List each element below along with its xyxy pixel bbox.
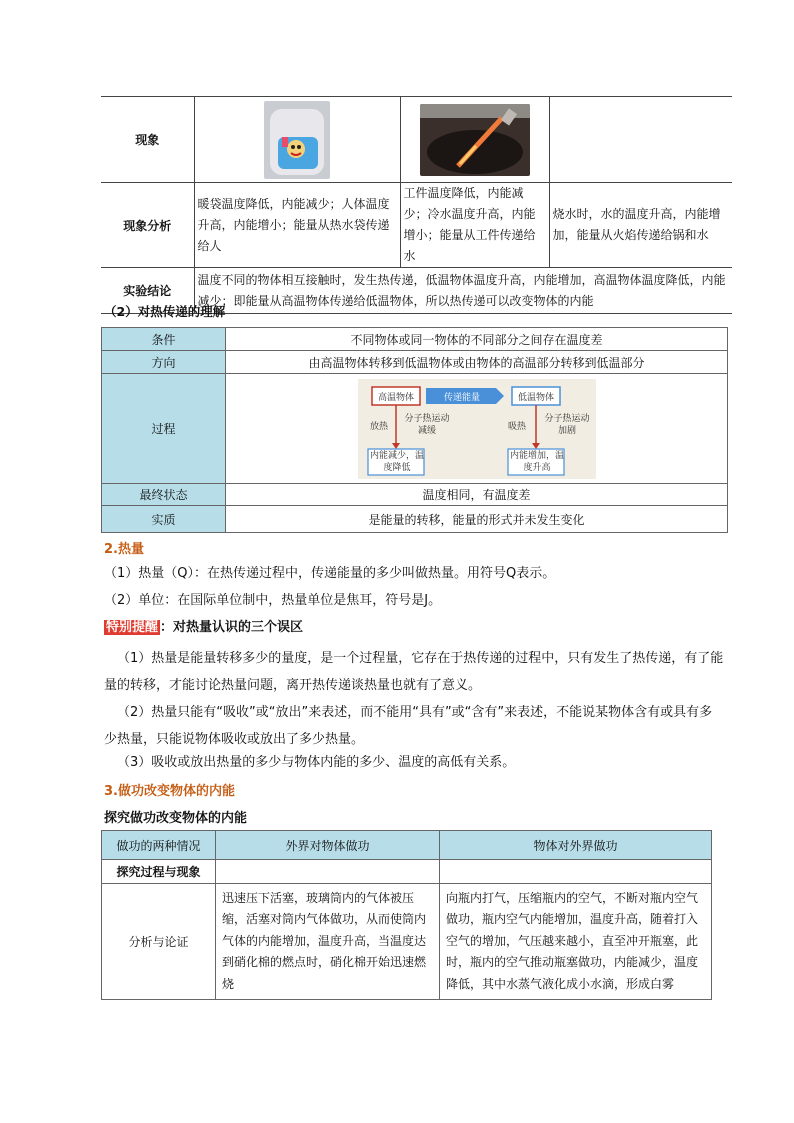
diagram-arrow-label: 传递能量 (443, 392, 480, 403)
label-essence: 实质 (102, 506, 226, 533)
phenomenon-image-hot-workpiece (400, 97, 549, 183)
analysis-object-work: 向瓶内打气，压缩瓶内的空气，不断对瓶内空气做功，瓶内空气内能增加，温度升高，随着打入空气的增加，气压越来越小，直至冲开瓶塞，此时，瓶内的空气推动瓶塞做功，内能减少，温度降低，其中水蒸气液化成小水滴，形成白雾 (446, 890, 699, 991)
diagram-high-label: 高温物体 (377, 392, 414, 403)
header-external-work: 外界对物体做功 (216, 831, 440, 860)
table-row (102, 884, 712, 1000)
tip-badge: 特别提醒 (106, 620, 159, 635)
heat-transfer-phenomena-table (101, 96, 732, 314)
diagram-fast-label: 分子热运动加剧 (543, 413, 589, 436)
diagram-release-label: 放热 (369, 421, 388, 432)
misconception-1: （1）热量是能量转移多少的量度，是一个过程量，它存在于热传递的过程中，只有发生了热传递，有了能量的转移，才能讨论热量问题，离开热传递谈热量也就有了意义。 (104, 651, 724, 693)
header-object-work: 物体对外界做功 (440, 831, 712, 860)
label-process: 过程 (102, 374, 226, 484)
table-row (102, 351, 728, 374)
diagram-low-label: 低温物体 (517, 392, 554, 403)
label-final-state: 最终状态 (102, 484, 226, 506)
empty-cell (216, 860, 440, 884)
row-label-analysis: 现象分析 (101, 183, 194, 268)
diagram-slow-label: 分子热运动减缓 (403, 413, 449, 436)
phenomenon-image-hot-water-bag (194, 97, 400, 183)
work-internal-energy-table (101, 830, 712, 1000)
header-two-cases: 做功的两种情况 (102, 831, 216, 860)
value-essence: 是能量的转移，能量的形式并未发生变化 (226, 506, 728, 533)
heat-section-title: 2.热量 (104, 542, 144, 557)
table-row (102, 328, 728, 351)
heat-unit: （2）单位：在国际单位制中，热量单位是焦耳，符号是J。 (104, 593, 442, 608)
label-direction: 方向 (102, 351, 226, 374)
analysis-external-work: 迅速压下活塞，玻璃筒内的气体被压缩，活塞对筒内气体做功，从而使筒内气体的内能增加，温度升高，当温度达到硝化棉的燃点时，硝化棉开始迅速燃烧 (222, 890, 427, 991)
table-row (102, 860, 712, 884)
work-section-title: 3.做功改变物体的内能 (104, 784, 235, 799)
table-row (101, 183, 732, 268)
table-row (101, 97, 732, 183)
conclusion-text: 温度不同的物体相互接触时，发生热传递，低温物体温度升高，内能增加，高温物体温度降低，内能减少；即能量从高温物体传递给低温物体，所以热传递可以改变物体的内能 (197, 272, 726, 308)
table-row (102, 506, 728, 533)
row-label-phenomenon: 现象 (101, 97, 194, 183)
heat-transfer-process-diagram (358, 379, 596, 479)
work-subtitle: 探究做功改变物体的内能 (104, 811, 248, 826)
diagram-result-high: 内能减少，温度降低 (369, 450, 424, 473)
table-header-row (102, 831, 712, 860)
process-diagram-cell (226, 374, 728, 484)
label-analysis-argument: 分析与论证 (102, 884, 216, 1000)
diagram-result-low: 内能增加，温度升高 (509, 450, 564, 473)
table-row (102, 374, 728, 484)
misconception-3: （3）吸收或放出热量的多少与物体内能的多少、温度的高低有关系。 (117, 755, 516, 770)
diagram-absorb-label: 吸热 (507, 421, 526, 432)
phenomenon-image-empty (549, 97, 732, 183)
label-process-phenomenon: 探究过程与现象 (102, 860, 216, 884)
heat-transfer-understanding-table (101, 327, 728, 533)
heat-definition: （1）热量（Q）：在热传递过程中，传递能量的多少叫做热量。用符号Q表示。 (104, 566, 556, 581)
row-label-conclusion: 实验结论 (101, 268, 194, 314)
analysis-hot-water-bag: 暖袋温度降低，内能减少；人体温度升高，内能增小；能量从热水袋传递给人 (197, 196, 390, 253)
tip-line (104, 618, 303, 638)
value-condition: 不同物体或同一物体的不同部分之间存在温度差 (226, 328, 728, 351)
misconception-2: （2）热量只能有“吸收”或“放出”来表述，而不能用“具有”或“含有”来表述，不能说某物体含有或具有多少热量，只能说物体吸收或放出了多少热量。 (104, 705, 713, 747)
value-direction: 由高温物体转移到低温物体或由物体的高温部分转移到低温部分 (226, 351, 728, 374)
table-row (102, 484, 728, 506)
tip-title: ：对热量认识的三个误区 (160, 620, 304, 635)
label-condition: 条件 (102, 328, 226, 351)
analysis-boiling-water: 烧水时，水的温度升高，内能增加，能量从火焰传递给锅和水 (552, 207, 721, 242)
analysis-workpiece: 工件温度降低，内能减少；冷水温度升高，内能增小；能量从工件传递给水 (403, 186, 536, 263)
empty-cell (440, 860, 712, 884)
section-heading-heat-transfer: （2）对热传递的理解 (104, 304, 226, 319)
value-final-state: 温度相同，有温度差 (226, 484, 728, 506)
